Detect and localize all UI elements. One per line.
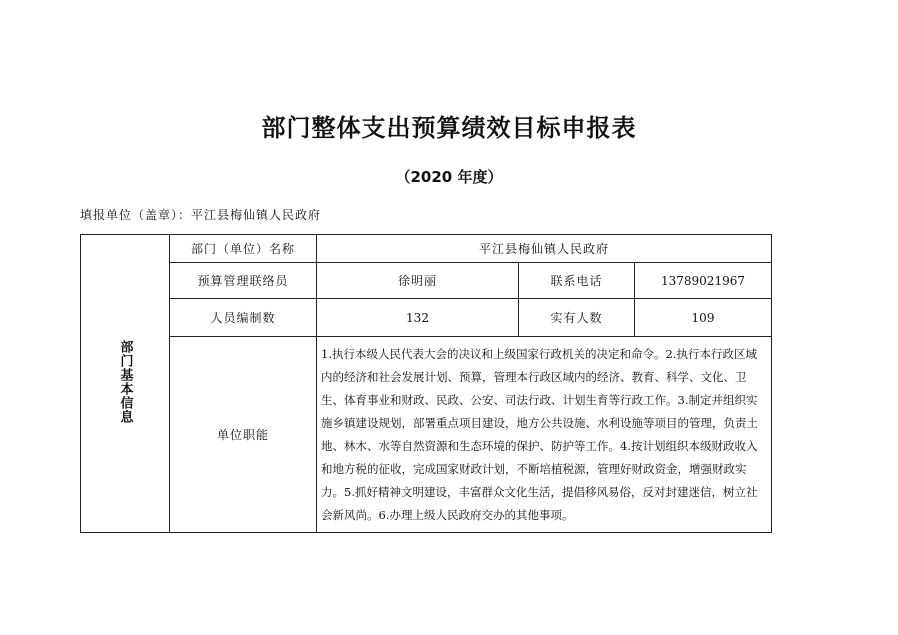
budget-info-table <box>80 234 772 533</box>
table-row <box>81 299 772 337</box>
section-label-cell <box>81 235 170 533</box>
actual-label: 实有人数 <box>519 299 635 337</box>
phone-value: 13789021967 <box>635 263 772 299</box>
section-label: 部门基本信息 <box>117 340 133 424</box>
page-title: 部门整体支出预算绩效目标申报表 <box>261 114 637 142</box>
duty-text: 1.执行本级人民代表大会的决议和上级国家行政机关的决定和命令。2.执行本行政区域内的经济和社会发展计划、预算，管理本行政区域内的经济、教育、科学、文化、卫生、体育事业和财政、民政、公安、司法行政、计划生育等行政工作。3.制定并组织实施乡镇建设规划，部署重点项目建设，地方公共设施、水利设施等项目的管理，负责土地、林木、水等自然资源和生态环境的保护、防护等工作。4.按计划组织本级财政收入和地方税的征收，完成国家财政计划，不断培植税源，管理好财政资金，增强财政实力。5.抓好精神文明建设，丰富群众文化生活，提倡移风易俗，反对封建迷信，树立社会新风尚。6.办理上级人民政府交办的其他事项。 <box>317 337 772 533</box>
table-row <box>81 263 772 299</box>
actual-value: 109 <box>635 299 772 337</box>
dept-value: 平江县梅仙镇人民政府 <box>317 235 772 263</box>
dept-label: 部门（单位）名称 <box>170 235 317 263</box>
contact-value: 徐明丽 <box>317 263 519 299</box>
filler-unit: 填报单位（盖章）：平江县梅仙镇人民政府 <box>80 208 322 222</box>
year-subtitle: （2020 年度） <box>395 168 503 186</box>
staff-value: 132 <box>317 299 519 337</box>
phone-label: 联系电话 <box>519 263 635 299</box>
contact-label: 预算管理联络员 <box>170 263 317 299</box>
table-row <box>81 235 772 263</box>
table-row <box>81 337 772 533</box>
duty-label: 单位职能 <box>170 337 317 533</box>
staff-label: 人员编制数 <box>170 299 317 337</box>
